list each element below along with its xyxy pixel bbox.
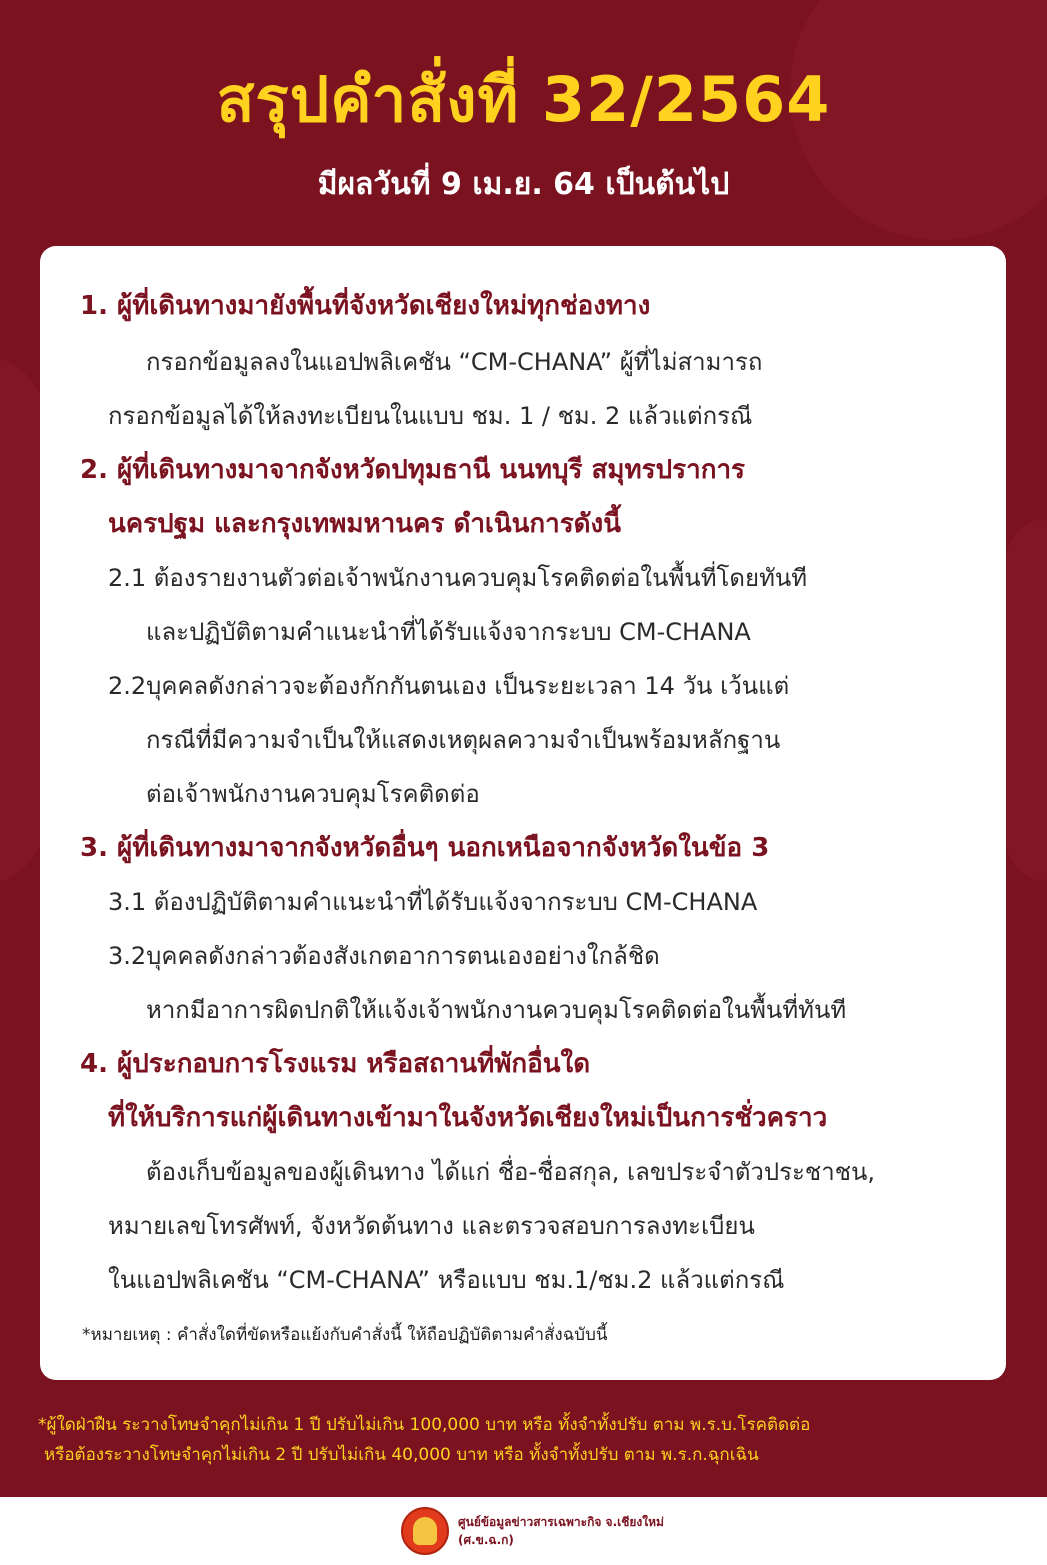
section-body-line: กรอกข้อมูลได้ให้ลงทะเบียนในแบบ ชม. 1 / ชม. 2 แล้วแต่กรณี bbox=[108, 402, 753, 430]
section-body-line: 2.1 ต้องรายงานตัวต่อเจ้าพนักงานควบคุมโรคติดต่อในพื้นที่โดยทันที bbox=[108, 564, 808, 592]
provincial-seal-icon bbox=[401, 1507, 449, 1555]
section-body-line: หากมีอาการผิดปกติให้แจ้งเจ้าพนักงานควบคุมโรคติดต่อในพื้นที่ทันที bbox=[146, 996, 847, 1024]
order-summary-card bbox=[40, 246, 1006, 1380]
penalty-line: *ผู้ใดฝ่าฝืน ระวางโทษจำคุกไม่เกิน 1 ปี ปรับไม่เกิน 100,000 บาท หรือ ทั้งจำทั้งปรับ ตาม พ.ร.บ.โรคติดต่อ bbox=[38, 1415, 811, 1435]
section-heading: 3. ผู้ที่เดินทางมาจากจังหวัดอื่นๆ นอกเหนือจากจังหวัดในข้อ 3 bbox=[80, 833, 770, 863]
remark-note: *หมายเหตุ : คำสั่งใดที่ขัดหรือแย้งกับคำสั่งนี้ ให้ถือปฏิบัติตามคำสั่งฉบับนี้ bbox=[82, 1325, 608, 1345]
section-heading: ที่ให้บริการแก่ผู้เดินทางเข้ามาในจังหวัดเชียงใหม่เป็นการชั่วคราว bbox=[108, 1103, 828, 1133]
section-heading: นครปฐม และกรุงเทพมหานคร ดำเนินการดังนี้ bbox=[108, 509, 622, 539]
effective-date-subtitle: มีผลวันที่ 9 เม.ย. 64 เป็นต้นไป bbox=[317, 167, 730, 202]
section-body-line: และปฏิบัติตามคำแนะนำที่ได้รับแจ้งจากระบบ CM-CHANA bbox=[146, 618, 751, 646]
section-body-line: 3.2บุคคลดังกล่าวต้องสังเกตอาการตนเองอย่างใกล้ชิด bbox=[108, 942, 660, 970]
section-body-line: ต้องเก็บข้อมูลของผู้เดินทาง ได้แก่ ชื่อ-ชื่อสกุล, เลขประจำตัวประชาชน, bbox=[146, 1158, 876, 1186]
organization-name bbox=[458, 1513, 664, 1549]
footer-bar bbox=[0, 1497, 1047, 1565]
section-body-line: 3.1 ต้องปฏิบัติตามคำแนะนำที่ได้รับแจ้งจากระบบ CM-CHANA bbox=[108, 888, 758, 916]
org-abbreviation: (ศ.ข.ฉ.ก) bbox=[458, 1533, 514, 1547]
penalty-line: หรือต้องระวางโทษจำคุกไม่เกิน 2 ปี ปรับไม่เกิน 40,000 บาท หรือ ทั้งจำทั้งปรับ ตาม พ.ร.ก.ฉุกเฉิน bbox=[44, 1445, 759, 1465]
section-heading: 4. ผู้ประกอบการโรงแรม หรือสถานที่พักอื่นใด bbox=[80, 1049, 591, 1079]
penalty-notice bbox=[38, 1410, 810, 1470]
seal-emblem bbox=[413, 1517, 437, 1545]
page-title: สรุปคำสั่งที่ 32/2564 bbox=[216, 63, 831, 136]
section-body-line: กรอกข้อมูลลงในแอปพลิเคชัน “CM-CHANA” ผู้ที่ไม่สามารถ bbox=[146, 348, 763, 376]
section-body-line: ในแอปพลิเคชัน “CM-CHANA” หรือแบบ ชม.1/ชม.2 แล้วแต่กรณี bbox=[108, 1266, 785, 1294]
section-body-line: ต่อเจ้าพนักงานควบคุมโรคติดต่อ bbox=[146, 780, 480, 808]
section-body-line: 2.2บุคคลดังกล่าวจะต้องกักกันตนเอง เป็นระยะเวลา 14 วัน เว้นแต่ bbox=[108, 672, 790, 700]
section-body-line: กรณีที่มีความจำเป็นให้แสดงเหตุผลความจำเป็นพร้อมหลักฐาน bbox=[146, 726, 781, 754]
section-heading: 2. ผู้ที่เดินทางมาจากจังหวัดปทุมธานี นนทบุรี สมุทรปราการ bbox=[80, 455, 746, 485]
section-heading: 1. ผู้ที่เดินทางมายังพื้นที่จังหวัดเชียงใหม่ทุกช่องทาง bbox=[80, 291, 651, 321]
section-body-line: หมายเลขโทรศัพท์, จังหวัดต้นทาง และตรวจสอบการลงทะเบียน bbox=[108, 1212, 755, 1240]
org-name-line: ศูนย์ข้อมูลข่าวสารเฉพาะกิจ จ.เชียงใหม่ bbox=[458, 1515, 664, 1529]
